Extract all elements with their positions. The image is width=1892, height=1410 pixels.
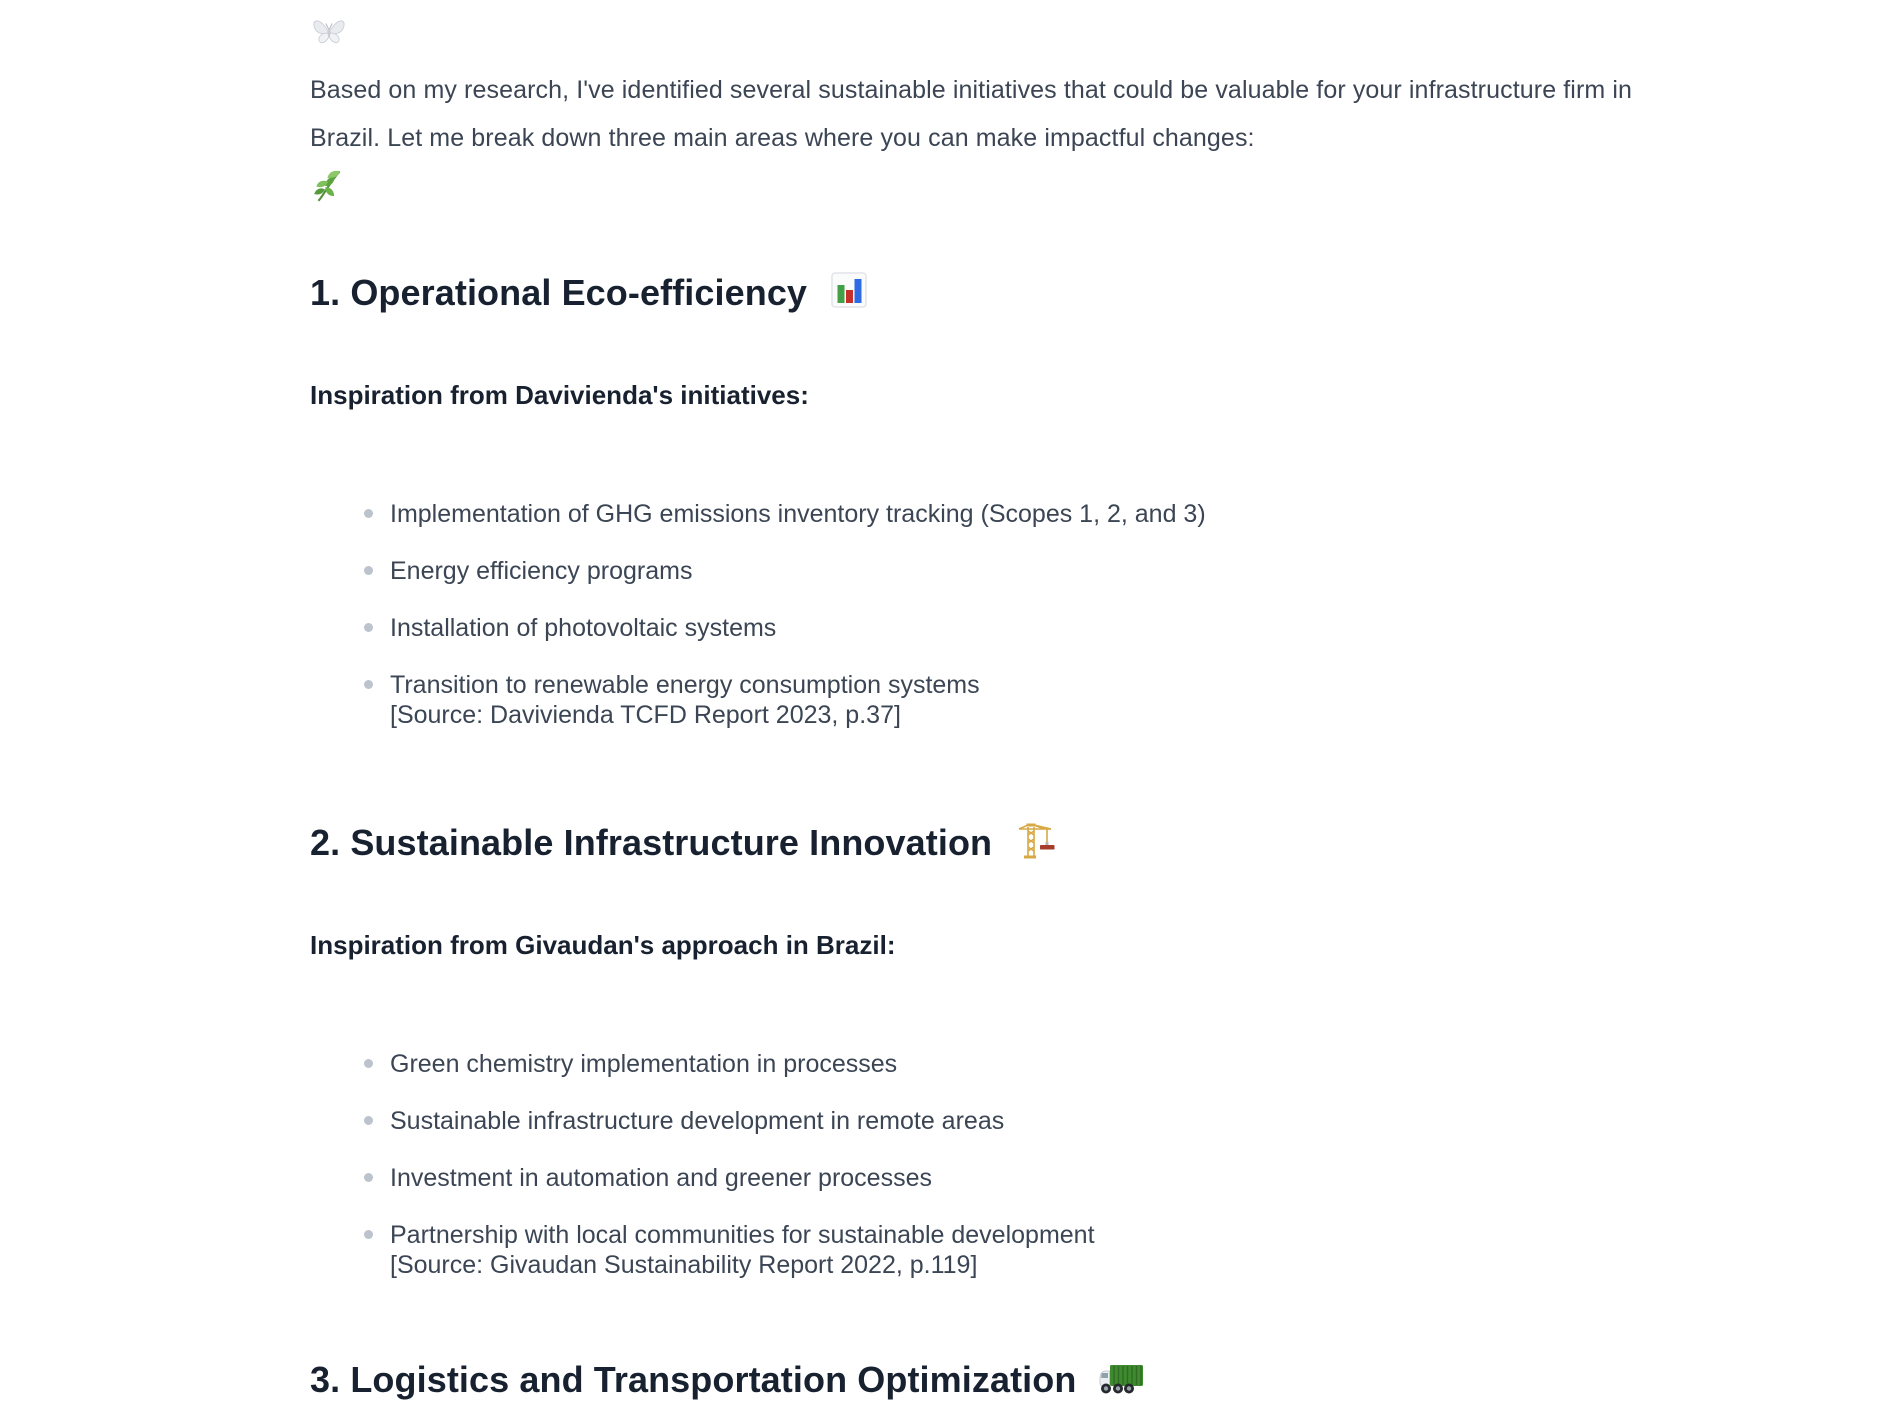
section-heading (310, 820, 1710, 865)
list-item (390, 556, 1570, 586)
source-citation: [Source: Givaudan Sustainability Report 2022, p.119] (390, 1251, 978, 1279)
section-operational-eco-efficiency (310, 270, 1710, 730)
section-subheading: Inspiration from Givaudan's approach in Brazil: (310, 930, 896, 960)
herb-line (310, 162, 1670, 208)
list-item-text: Green chemistry implementation in processes (390, 1050, 898, 1078)
list-item (390, 1049, 1570, 1079)
section-heading-text: 1. Operational Eco-efficiency (310, 272, 808, 313)
list-item-text: Energy efficiency programs (390, 557, 693, 585)
section-heading-text: 2. Sustainable Infrastructure Innovation (310, 822, 993, 863)
section-logistics-transportation (310, 1358, 1710, 1402)
list-item (390, 613, 1570, 643)
section-heading (310, 270, 1710, 315)
truck-icon (1099, 1361, 1145, 1397)
list-item (390, 670, 1570, 730)
bar-chart-icon (829, 270, 869, 310)
bullet-list (310, 499, 1710, 730)
bullet-list (310, 1049, 1710, 1280)
section-subheading: Inspiration from Davivienda's initiatives: (310, 380, 809, 410)
list-item-text: Partnership with local communities for sustainable development (390, 1221, 1095, 1249)
section-heading-text: 3. Logistics and Transportation Optimization (310, 1359, 1077, 1400)
list-item (390, 1220, 1570, 1280)
herb-icon (310, 166, 348, 204)
butterfly-icon (310, 14, 348, 52)
list-item (390, 1163, 1570, 1193)
list-item-text: Transition to renewable energy consumption systems (390, 671, 980, 699)
section-heading (310, 1358, 1710, 1402)
section-sustainable-infrastructure (310, 820, 1710, 1280)
list-item-text: Sustainable infrastructure development in remote areas (390, 1107, 1005, 1135)
list-item-text: Implementation of GHG emissions inventory tracking (Scopes 1, 2, and 3) (390, 500, 1206, 528)
list-item (390, 1106, 1570, 1136)
list-item-text: Investment in automation and greener processes (390, 1164, 932, 1192)
source-citation: [Source: Davivienda TCFD Report 2023, p.37] (390, 701, 901, 729)
list-item (390, 499, 1570, 529)
avatar (310, 14, 348, 52)
list-item-text: Installation of photovoltaic systems (390, 614, 777, 642)
intro-text: Based on my research, I've identified several sustainable initiatives that could be valuable for your infrastructure firm in Brazil. Let me break down three main areas where you can make impactful changes: (310, 76, 1632, 152)
intro-paragraph (310, 66, 1670, 208)
construction-crane-icon (1014, 820, 1056, 860)
